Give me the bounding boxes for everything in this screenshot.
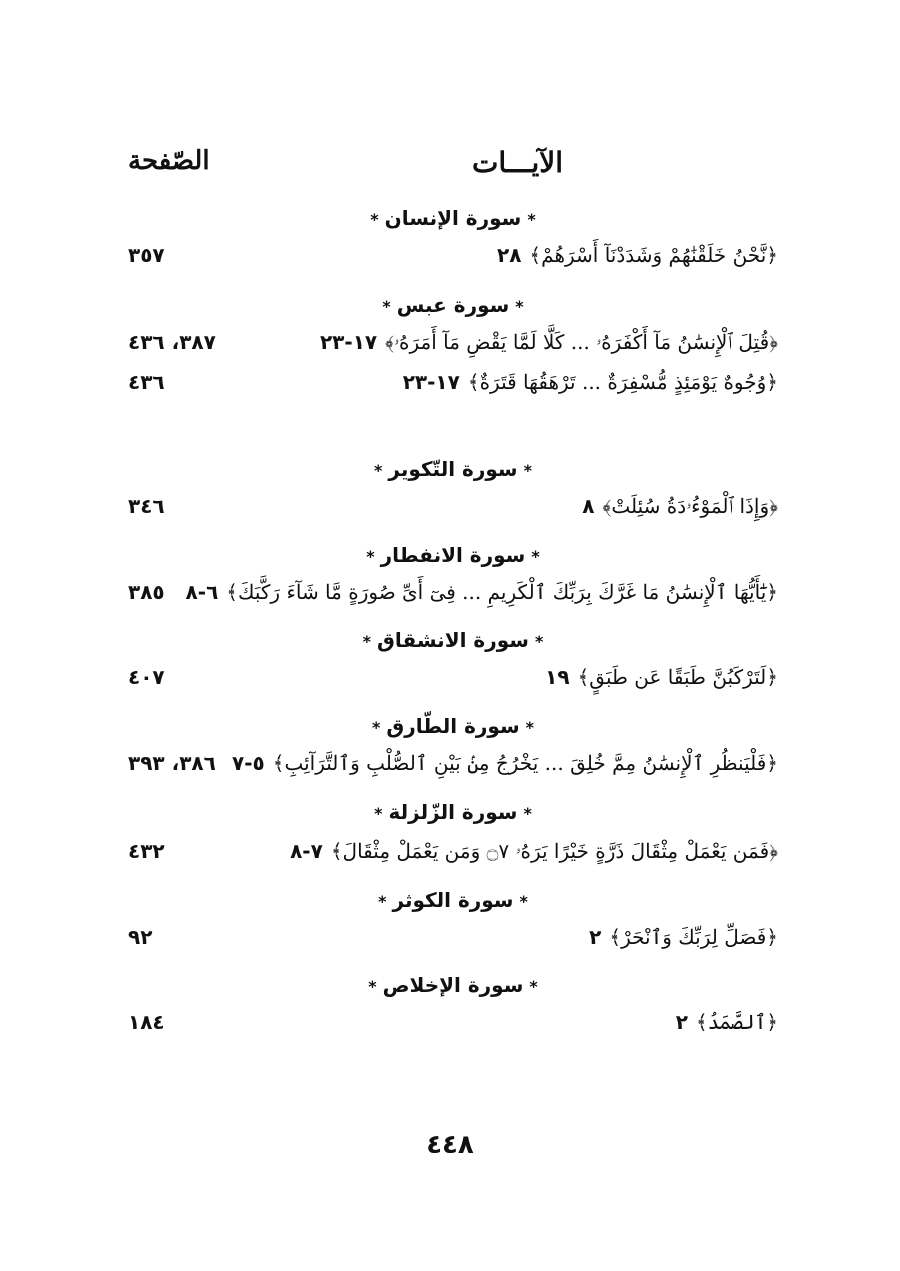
star-icon: * xyxy=(372,718,381,737)
star-icon: * xyxy=(527,210,536,229)
surah-heading xyxy=(128,293,778,317)
verse-row xyxy=(128,751,778,793)
verse-number: ٥-٧ xyxy=(231,751,265,775)
page-reference: ٤٠٧ xyxy=(128,665,165,689)
star-icon: * xyxy=(366,547,375,566)
star-icon: * xyxy=(370,210,379,229)
column-header xyxy=(128,146,778,186)
verse-number: ٢ xyxy=(675,1010,688,1034)
star-icon: * xyxy=(362,632,372,651)
surah-name: سورة الإنسان xyxy=(384,206,522,230)
surah-name: سورة الانفطار xyxy=(380,543,526,567)
star-icon: * xyxy=(525,718,534,737)
star-icon: * xyxy=(529,977,538,996)
surah-heading xyxy=(128,714,778,738)
star-icon: * xyxy=(523,804,532,823)
page-reference: ٤٣٦ xyxy=(128,370,165,394)
page-column-heading: الصّفحة xyxy=(128,146,210,176)
verse-row xyxy=(128,580,778,622)
verse-number: ٢ xyxy=(589,925,602,949)
page-reference: ٣٤٦ xyxy=(128,494,165,518)
verse-text: ﴿فَصَلِّ لِرَبِّكَ وَٱنْحَرْ﴾٢ xyxy=(589,925,778,949)
verse-text: ﴿ٱلصَّمَدُ﴾٢ xyxy=(675,1010,778,1034)
verse-number: ١٧-٢٣ xyxy=(402,370,460,394)
verse-text: ﴿يَٰٓأَيُّهَا ٱلْإِنسَٰنُ مَا غَرَّكَ بِرَبِّكَ ٱلْكَرِيمِ ... فِىٓ أَىِّ صُورَةٍ مَّا شَآءَ رَكَّبَكَ﴾٦-٨ xyxy=(185,580,778,604)
verse-number: ٨ xyxy=(582,494,595,518)
star-icon: * xyxy=(523,461,532,480)
verse-number: ٦-٨ xyxy=(185,580,219,604)
verse-text: ﴿وَإِذَا ٱلْمَوْءُۥدَةُ سُئِلَتْ﴾٨ xyxy=(582,494,778,518)
verse-text: ﴿وُجُوهٌ يَوْمَئِذٍ مُّسْفِرَةٌ ... تَرْهَقُهَا قَتَرَةٌ﴾١٧-٢٣ xyxy=(402,370,778,394)
surah-heading xyxy=(128,206,778,230)
verse-text: ﴿نَّحْنُ خَلَقْنَٰهُمْ وَشَدَدْنَآ أَسْرَهُمْ﴾٢٨ xyxy=(497,243,778,267)
verse-row xyxy=(128,1010,778,1052)
verse-number: ٢٨ xyxy=(497,243,522,267)
verse-number: ٧-٨ xyxy=(290,839,323,863)
star-icon: * xyxy=(519,892,528,911)
surah-name: سورة الطّارق xyxy=(386,714,520,738)
page-reference: ٤٣٢ xyxy=(128,839,165,863)
verse-text: ﴿فَلْيَنظُرِ ٱلْإِنسَٰنُ مِمَّ خُلِقَ ... يَخْرُجُ مِنۢ بَيْنِ ٱلصُّلْبِ وَٱلتَّرَآئِبِ﴾٥-٧ xyxy=(231,751,778,775)
star-icon: * xyxy=(368,977,377,996)
page-reference: ٣٥٧ xyxy=(128,243,165,267)
page-reference: ٣٨٦، ٣٩٣ xyxy=(128,751,216,775)
star-icon: * xyxy=(378,892,387,911)
surah-name: سورة الانشقاق xyxy=(377,628,529,652)
page-reference: ٩٢ xyxy=(128,925,153,949)
surah-heading xyxy=(128,543,778,567)
verse-row xyxy=(128,243,778,285)
verse-number: ١٧-٢٣ xyxy=(319,330,378,354)
surah-heading xyxy=(128,800,778,824)
page-number: ٤٤٨ xyxy=(426,1130,474,1160)
page-reference: ٣٨٥ xyxy=(128,580,165,604)
star-icon: * xyxy=(374,804,383,823)
surah-name: سورة عبس xyxy=(396,293,510,317)
star-icon: * xyxy=(531,547,540,566)
verse-row xyxy=(128,925,778,967)
surah-heading xyxy=(128,973,778,997)
star-icon: * xyxy=(534,632,544,651)
surah-heading xyxy=(128,888,778,912)
star-icon: * xyxy=(515,297,524,316)
surah-name: سورة الكوثر xyxy=(392,888,514,912)
verse-row xyxy=(128,494,778,536)
surah-name: سورة التّكوير xyxy=(388,457,518,481)
ayat-column-heading: الآيـــات xyxy=(471,146,563,179)
verse-number: ١٩ xyxy=(545,665,570,689)
star-icon: * xyxy=(374,461,383,480)
surah-heading xyxy=(128,628,778,652)
verse-row xyxy=(128,839,778,881)
page-reference: ٣٨٧، ٤٣٦ xyxy=(128,330,216,354)
verse-text: ﴿قُتِلَ ٱلْإِنسَٰنُ مَآ أَكْفَرَهُۥ ... كَلَّا لَمَّا يَقْضِ مَآ أَمَرَهُۥ﴾١٧-٢٣ xyxy=(319,330,778,354)
verse-text: ﴿فَمَن يَعْمَلْ مِثْقَالَ ذَرَّةٍ خَيْرًا يَرَهُۥ ۝٧ وَمَن يَعْمَلْ مِثْقَالَ﴾٧-٨ xyxy=(290,839,778,863)
surah-heading xyxy=(128,457,778,481)
star-icon: * xyxy=(382,297,391,316)
verse-row xyxy=(128,370,778,412)
verse-row xyxy=(128,665,778,707)
verse-text: ﴿لَتَرْكَبُنَّ طَبَقًا عَن طَبَقٍ﴾١٩ xyxy=(545,665,778,689)
surah-name: سورة الإخلاص xyxy=(382,973,524,997)
surah-name: سورة الزّلزلة xyxy=(388,800,518,824)
verse-row xyxy=(128,330,778,372)
page-reference: ١٨٤ xyxy=(128,1010,165,1034)
